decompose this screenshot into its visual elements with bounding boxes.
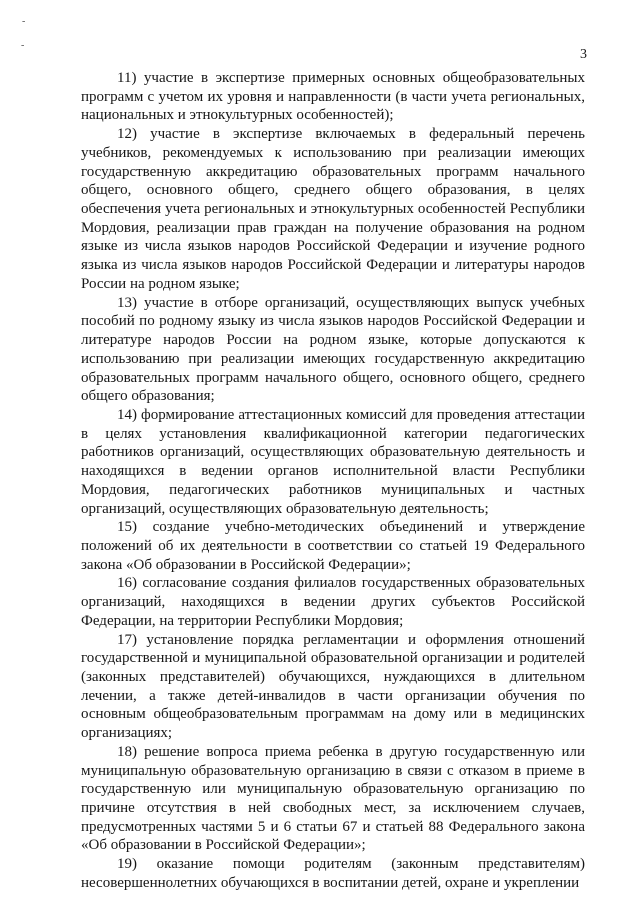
list-item-14: 14) формирование аттестационных комиссий для проведения аттестации в целях установления квалификационной категории педагогических работников организаций, осуществляющих образовательную деятельность и находящихся в ведении органов исполнительной власти Республики Мордовия, педагогических работников муниципальных и частных организаций, осуществляющих образовательную деятельность; <box>81 406 585 517</box>
list-item-11: 11) участие в экспертизе примерных основных общеобразовательных программ с учетом их уровня и направленности (в части учета региональных, национальных и этнокультурных особенностей); <box>81 70 585 124</box>
document-body <box>81 69 585 893</box>
list-item-18: 18) решение вопроса приема ребенка в другую государственную или муниципальную образовательную организацию в связи с отказом в приеме в государственную или муниципальную образовательную организацию по причине отсутствия в ней свободных мест, за исключением случаев, предусмотренных частями 5 и 6 статьи 67 и статьей 88 Федерального закона «Об образовании в Российской Федерации»; <box>81 743 585 854</box>
list-item-19: 19) оказание помощи родителям (законным представителям) несовершеннолетних обучающихся в воспитании детей, охране и укреплении <box>81 856 585 891</box>
page-number: 3 <box>580 47 587 62</box>
list-item-16: 16) согласование создания филиалов государственных образовательных организаций, находящихся в ведении других субъектов Российской Федерации, на территории Республики Мордовия; <box>81 575 585 629</box>
list-item-12: 12) участие в экспертизе включаемых в федеральный перечень учебников, рекомендуемых к использованию при реализации имеющих государственную аккредитацию образовательных программ начального общего, основного общего, среднего общего образования, в целях обеспечения учета региональных и этнокультурных особенностей Республики Мордовия, реализации прав граждан на получение образования на родном языке из числа языков народов Российской Федерации и изучение родного языка из числа языков народов Российской Федерации и литературы народов России на родном языке; <box>81 126 585 292</box>
list-item-17: 17) установление порядка регламентации и оформления отношений государственной и муниципальной образовательной организации и родителей (законных представителей) обучающихся, нуждающихся в длительном лечении, а также детей-инвалидов в части организации обучения по основным общеобразовательным программам на дому или в медицинских организациях; <box>81 631 585 742</box>
scan-mark: - <box>22 16 26 27</box>
scan-mark: - <box>21 40 25 51</box>
list-item-15: 15) создание учебно-методических объединений и утверждение положений об их деятельности в соответствии со статьей 19 Федерального закона «Об образовании в Российской Федерации»; <box>81 519 585 573</box>
list-item-13: 13) участие в отборе организаций, осуществляющих выпуск учебных пособий по родному языку из числа языков народов Российской Федерации и литературе народов России на родном языке, которые допускаются к использованию при реализации имеющих государственную аккредитацию образовательных программ начального общего, основного общего, среднего общего образования; <box>81 294 585 405</box>
